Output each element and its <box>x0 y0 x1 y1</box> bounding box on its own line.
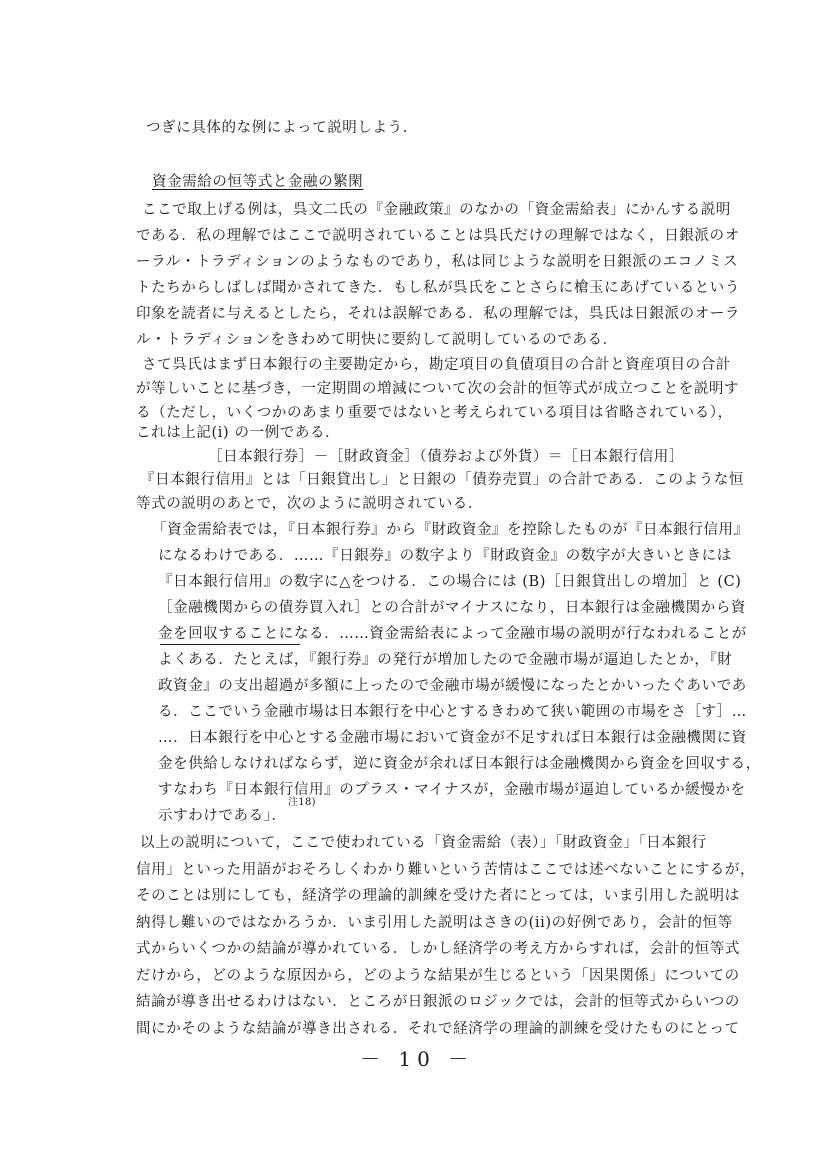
quote-line: すなわち『日本銀行信用』のプラス・マイナスが，金融市場が逼迫しているか緩慢かを <box>158 782 746 798</box>
intro-sentence: つぎに具体的な例によって説明しよう. <box>146 120 408 136</box>
paragraph-line: ル・トラディションをきわめて明快に要約して説明しているのである． <box>136 332 618 348</box>
paragraph-line: 等式の説明のあとで，次のように説明されている． <box>136 496 484 512</box>
paragraph-line: 結論が導き出せるわけはない．ところが日銀派のロジックでは，会計的恒等式からいつの <box>136 994 740 1010</box>
quote-line: 政資金』の支出超過が多額に上ったので金融市場が緩慢になったとかいったぐあいであ <box>158 678 747 694</box>
paragraph-line: 式からいくつかの結論が導かれている．しかし経済学の考え方からすれば，会計的恒等式 <box>136 941 740 957</box>
quote-line: 金を供給しなければならず，逆に資金が余れば日本銀行は金融機関から資金を回収する， <box>158 756 761 772</box>
quote-line: ［金融機関からの債券買入れ］との合計がマイナスになり，日本銀行は金融機関から資 <box>158 600 747 616</box>
quote-line: 「資金需給表では，『日本銀行券』から『財政資金』を控除したものが『日本銀行信用』 <box>152 522 749 538</box>
paragraph-line: だけから，どのような原因から，どのような結果が生じるという「因果関係」についての <box>136 967 740 984</box>
page-number: － 10 － <box>360 1047 475 1071</box>
paragraph-line: これは上記(i) の一例である． <box>136 425 341 441</box>
paragraph-line: 信用」といった用語がおそろしくわかり難いという苦情はここでは述べないことにするが， <box>136 861 756 878</box>
paragraph-line: 印象を読者に与えるとしたら，それは誤解である．私の理解では，呉氏は日銀派のオーラ <box>136 306 740 322</box>
quote-line: る．ここでいう金融市場は日本銀行を中心とするきわめて狭い範囲の市場をさ［す］… <box>158 704 747 720</box>
quote-line: 金を回収することになる．……資金需給表によって金融市場の説明が行なわれることが <box>158 626 747 642</box>
quote-line: よくある．たとえば，『銀行券』の発行が増加したので金融市場が逼迫したとか，『財 <box>158 652 733 668</box>
paragraph-line: さて呉氏はまず日本銀行の主要勘定から，勘定項目の負債項目の合計と資産項目の合計 <box>142 357 731 373</box>
paragraph-line: 間にかそのような結論が導き出される．それで経済学の理論的訓練を受けたものにとって <box>136 1020 740 1037</box>
accounting-identity-formula: ［日本銀行券］－［財政資金］（債券および外貨）＝［日本銀行信用］ <box>208 449 684 465</box>
paragraph-line: 『日本銀行信用』とは「日銀貸出し」と日銀の「債券売買」の合計である．このような恒 <box>140 472 744 488</box>
underline-mark <box>160 644 300 645</box>
paragraph-line: ここで取上げる例は，呉文二氏の『金融政策』のなかの「資金需給表」にかんする説明 <box>142 202 731 218</box>
quote-line: 示すわけである」． <box>158 808 287 824</box>
paragraph-line: である．私の理解ではここで説明されていることは呉氏だけの理解ではなく，日銀派のオ <box>136 228 740 244</box>
paragraph-line: る（ただし，いくつかのあまり重要ではないと考えられている項目は省略されている）， <box>136 405 733 421</box>
paragraph-line: トたちからしばしば聞かされてきた．もし私が呉氏をことさらに槍玉にあげているという <box>136 280 740 296</box>
paragraph-line: そのことは別にしても，経済学の理論的訓練を受けた者にとっては，いま引用した説明は <box>136 888 740 904</box>
paragraph-line: ーラル・トラディションのようなものであり，私は同じような説明を日銀派のエコノミス <box>136 254 739 270</box>
paragraph-line: が等しいことに基づき，一定期間の増減について次の会計的恒等式が成立つことを説明す <box>136 381 740 397</box>
section-heading: 資金需給の恒等式と金融の繁閑 <box>152 174 364 190</box>
quote-line: …．日本銀行を中心とする金融市場において資金が不足すれば日本銀行は金融機関に資 <box>158 730 747 746</box>
quote-line: になるわけである．……『日銀券』の数字より『財政資金』の数字が大きいときには <box>158 548 732 564</box>
paragraph-line: 以上の説明について，ここで使われている「資金需給（表）」「財政資金」「日本銀行 <box>140 835 707 851</box>
footnote-reference: 注18) <box>288 797 316 808</box>
paragraph-line: 納得し難いのではなかろうか．いま引用した説明はさきの(ii)の好例であり，会計的恒等 <box>136 914 733 931</box>
quote-line: 『日本銀行信用』の数字に△をつける．この場合には (B)［日銀貸出しの増加］と (C) <box>158 574 742 590</box>
